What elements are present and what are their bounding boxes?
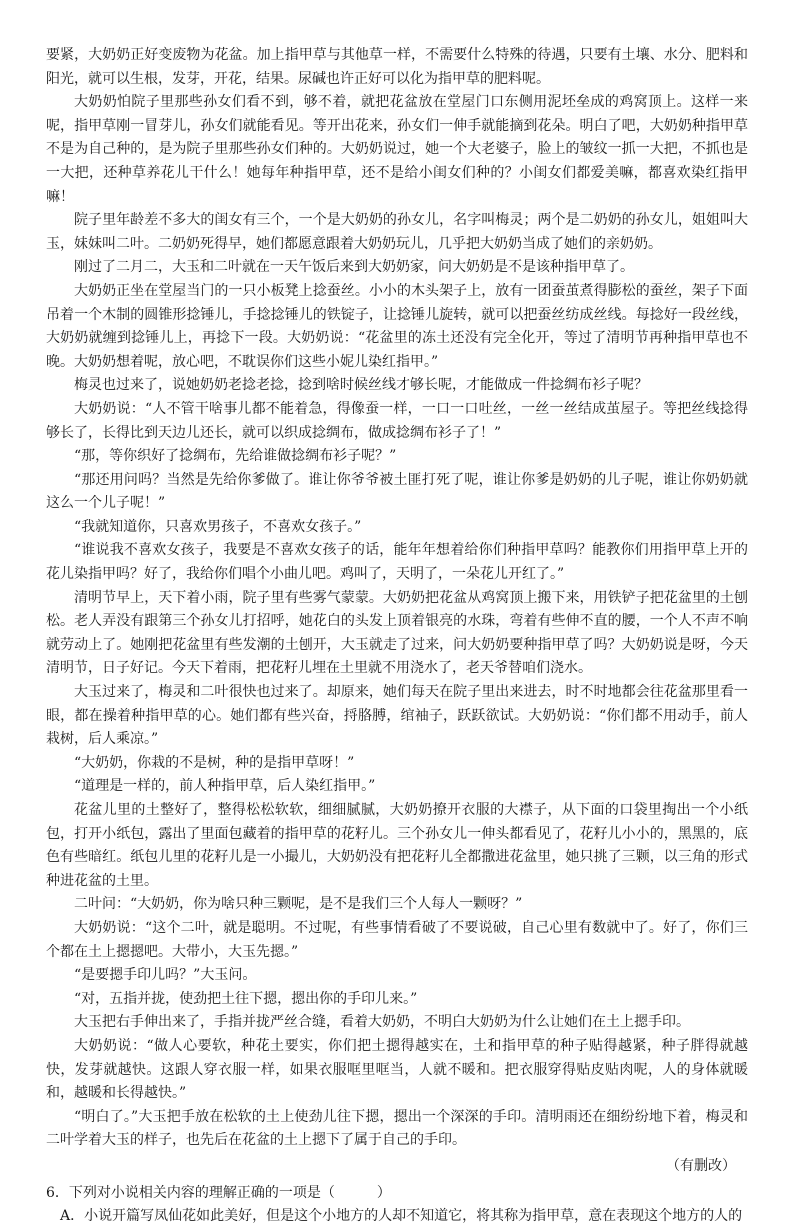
paragraph: 大奶奶说：“这个二叶，就是聪明。不过呢，有些事情看破了不要说破，自己心里有数就中了。好了，你们三个都在土上摁摁吧。大带小，大玉先摁。” <box>46 919 748 960</box>
paragraph: 院子里年龄差不多大的闺女有三个，一个是大奶奶的孙女儿，名字叫梅灵；两个是二奶奶的孙女儿，姐姐叫大玉，妹妹叫二叶。二奶奶死得早，她们都愿意跟着大奶奶玩儿，几乎把大奶奶当成了她们的亲奶奶。 <box>46 212 748 252</box>
paragraph: 梅灵也过来了，说她奶奶老捻老捻，捻到啥时候丝线才够长呢，才能做成一件捻绸布衫子呢？ <box>74 377 648 394</box>
paragraph: 要紧，大奶奶正好变废物为花盆。加上指甲草与其他草一样，不需要什么特殊的待遇，只要有土壤、水分、肥料和阳光，就可以生根，发芽，开花，结果。尿碱也许正好可以化为指甲草的肥料呢。 <box>46 47 748 87</box>
paragraph: 花盆儿里的土整好了，整得松松软软，细细腻腻，大奶奶撩开衣服的大襟子，从下面的口袋里掏出一个小纸包，打开小纸包，露出了里面包藏着的指甲草的花籽儿。三个孙女儿一伸头都看见了，花籽儿小小的，黑黑的，底色有些暗红。纸包儿里的花籽儿是一小撮儿，大奶奶没有把花籽儿全都撒进花盆里，她只挑了三颗，以三角的形式种进花盆的土里。 <box>46 802 748 889</box>
paragraph: 大玉过来了，梅灵和二叶很快也过来了。却原来，她们每天在院子里出来进去，时不时地都会往花盆那里看一眼，都在操着种指甲草的心。她们都有些兴奋，捋胳膊，绾袖子，跃跃欲试。大奶奶说：“你们都不用动手，前人栽树，后人乘凉。” <box>46 684 748 748</box>
paragraph: “那，等你织好了捻绸布，先给谁做捻绸布衫子呢？” <box>74 448 397 465</box>
paragraph: “道理是一样的，前人种指甲草，后人染红指甲。” <box>74 778 376 795</box>
paragraph: 大奶奶说：“人不管干啥事儿都不能着急，得像蚕一样，一口一口吐丝，一丝一丝结成茧屋子。等把丝线捻得够长了，长得比到天边儿还长，就可以织成捻绸布，做成捻绸布衫子了！” <box>46 400 748 441</box>
question-option-a: A．小说开篇写凤仙花如此美好，但是这个小地方的人却不知道它，将其称为指甲草，意在表现这个地方的人的 <box>60 1208 743 1225</box>
paragraph: 大奶奶正坐在堂屋当门的一只小板凳上捻蚕丝。小小的木头架子上，放有一团蚕茧煮得膨松的蚕丝，架子下面吊着一个木制的圆锥形捻锤儿，手捻捻锤儿的铁锭子，让捻锤儿旋转，就可以把蚕丝纺成丝线。每捻好一段丝线，大奶奶就缠到捻锤儿上，再捻下一段。大奶奶说：“花盆里的冻土还没有完全化开，等过了清明节再种指甲草也不晚。大奶奶想着呢，放心吧，不耽误你们这些小妮儿染红指甲。” <box>46 282 748 370</box>
paragraph: “明白了。”大玉把手放在松软的土上使劲儿往下摁，摁出一个深深的手印。清明雨还在细纷纷地下着，梅灵和二叶学着大玉的样子，也先后在花盆的土上摁下了属于自己的手印。 <box>46 1108 748 1149</box>
paragraph: 大玉把右手伸出来了，手指并拢严丝合缝，看着大奶奶，不明白大奶奶为什么让她们在土上摁手印。 <box>74 1014 690 1031</box>
paragraph: “大奶奶，你栽的不是树，种的是指甲草呀！” <box>74 754 355 771</box>
paragraph: “谁说我不喜欢女孩子，我要是不喜欢女孩子的话，能年年想着给你们种指甲草吗？能教你们用指甲草上开的花儿染指甲吗？好了，我给你们唱个小曲儿吧。鸡叫了，天明了，一朵花儿开红了。” <box>46 542 748 583</box>
paragraph: 大奶奶怕院子里那些孙女们看不到，够不着，就把花盆放在堂屋门口东侧用泥坯垒成的鸡窝顶上。这样一来呢，指甲草刚一冒芽儿，孙女们就能看见。等开出花来，孙女们一伸手就能摘到花朵。明白了吧，大奶奶种指甲草不是为自己种的，是为院子里那些孙女们种的。大奶奶说过，她一个大老婆子，脸上的皱纹一抓一大把，不抓也是一大把，还种草养花儿干什么！她每年种指甲草，还不是给小闺女们种的？小闺女们都爱美嘛，都喜欢染红指甲嘛！ <box>46 94 748 205</box>
paragraph: “是要摁手印儿吗？”大玉问。 <box>74 967 257 984</box>
paragraph: 刚过了二月二，大玉和二叶就在一天午饭后来到大奶奶家，问大奶奶是不是该种指甲草了。 <box>74 259 634 276</box>
paragraph: “那还用问吗？当然是先给你爹做了。谁让你爷爷被土匪打死了呢，谁让你爹是奶奶的儿子呢，谁让你奶奶就这么一个儿子呢！” <box>46 471 748 512</box>
paragraph: “我就知道你，只喜欢男孩子，不喜欢女孩子。” <box>74 518 362 535</box>
paragraph: “对，五指并拢，使劲把土往下摁，摁出你的手印儿来。” <box>74 990 418 1007</box>
paragraph: 二叶问：“大奶奶，你为啥只种三颗呢，是不是我们三个人每人一颗呀？” <box>74 896 523 913</box>
source-credit: （有删改） <box>666 1157 736 1174</box>
question-stem: 6．下列对小说相关内容的理解正确的一项是（ ） <box>46 1184 391 1201</box>
paragraph: 清明节早上，天下着小雨，院子里有些雾气蒙蒙。大奶奶把花盆从鸡窝顶上搬下来，用铁铲子把花盆里的土刨松。老人弄没有跟第三个孙女儿打招呼，她花白的头发上顶着银亮的水珠，弯着有些伸不直的腰，一个人不声不响就劳动上了。她刚把花盆里有些发潮的土刨开，大玉就走了过来，问大奶奶要种指甲草了吗？大奶奶说是呀，今天清明节，日子好记。今天下着雨，把花籽儿埋在土里就不用浇水了，老天爷替咱们浇水。 <box>46 589 748 677</box>
paragraph: 大奶奶说：“做人心要软，种花土要实，你们把土摁得越实在，土和指甲草的种子贴得越紧，种子胖得就越快，发芽就越快。这跟人穿衣服一样，如果衣服哐里哐当，人就不暖和。把衣服穿得贴皮贴肉呢，人的身体就暖和，越暖和长得越快。” <box>46 1037 748 1102</box>
